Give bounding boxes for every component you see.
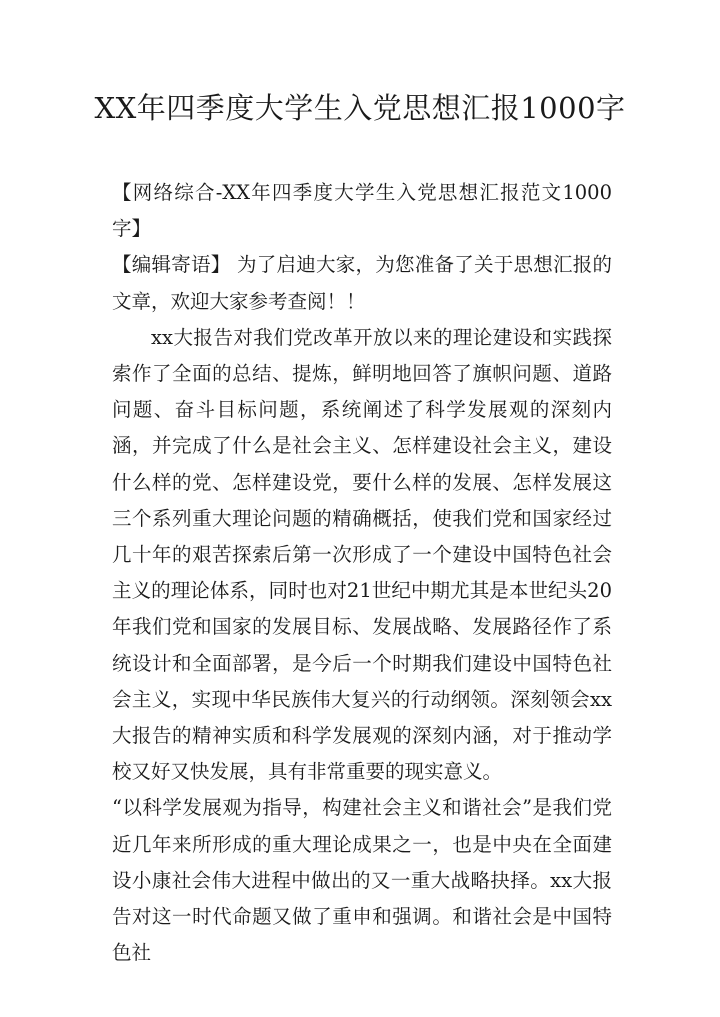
body-paragraph: xx大报告对我们党改革开放以来的理论建设和实践探索作了全面的总结、提炼，鲜明地回答了旗帜问题、道路问题、奋斗目标问题，系统阐述了科学发展观的深刻内涵，并完成了什么是社会主义、怎样建设社会主义，建设什么样的党、怎样建设党，要什么样的发展、怎样发展这三个系列重大理论问题的精确概括，使我们党和国家经过几十年的艰苦探索后第一次形成了一个建设中国特色社会主义的理论体系，同时也对21世纪中期尤其是本世纪头20年我们党和国家的发展目标、发展战略、发展路径作了系统设计和全面部署，是今后一个时期我们建设中国特色社会主义，实现中华民族伟大复兴的行动纲领。深刻领会xx大报告的精神实质和科学发展观的深刻内涵，对于推动学校又好又快发展，具有非常重要的现实意义。 <box>112 325 612 784</box>
document-title: XX年四季度大学生入党思想汇报1000字 <box>94 91 626 125</box>
body-paragraph: “以科学发展观为指导，构建社会主义和谐社会”是我们党近几年来所形成的重大理论成果之一，也是中央在全面建设小康社会伟大进程中做出的又一重大战略抉择。xx大报告对这一时代命题又做了重申和强调。和谐社会是中国特色社 <box>112 796 612 965</box>
editor-note: 【编辑寄语】 为了启迪大家，为您准备了关于思想汇报的文章，欢迎大家参考查阅！！ <box>112 253 612 313</box>
source-line: 【网络综合-XX年四季度大学生入党思想汇报范文1000字】 <box>112 181 612 241</box>
document-body <box>112 175 612 971</box>
